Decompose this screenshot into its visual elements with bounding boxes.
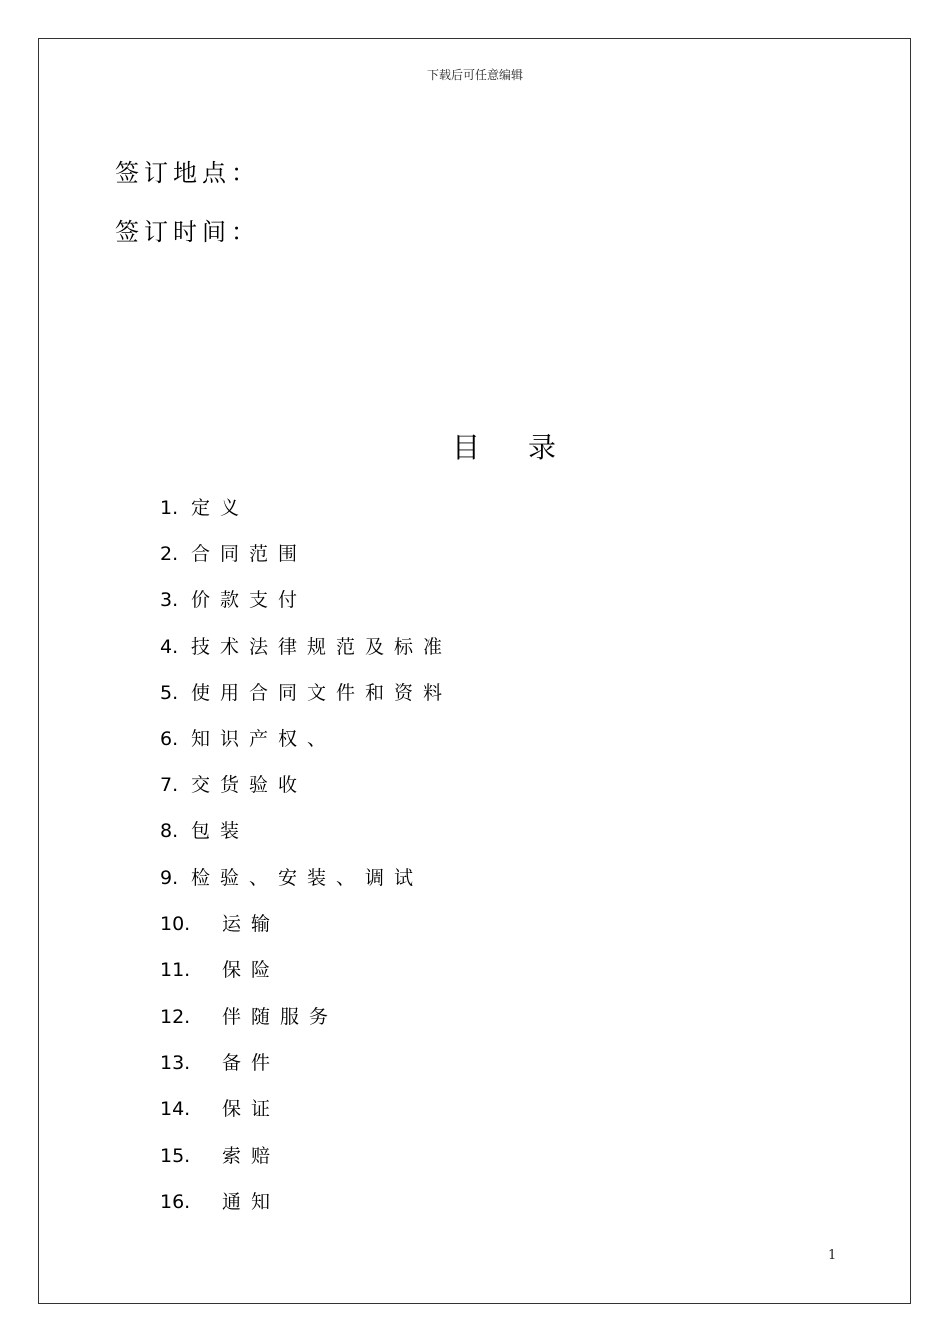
toc-item [160,1095,281,1123]
toc-item-number: 3. [160,589,179,611]
toc-item-label: 保险 [222,959,281,981]
toc-item-label: 价款支付 [191,589,308,611]
toc-item-label: 伴随服务 [222,1006,339,1028]
toc-item [160,956,281,984]
toc-item-label: 交货验收 [191,774,308,796]
toc-item-number: 16. [160,1191,191,1213]
toc-item-number: 7. [160,774,179,796]
signing-time-label: 签订时间： [115,218,260,246]
toc-item [160,679,453,707]
toc-item-label: 运输 [222,913,281,935]
toc-item-number: 9. [160,867,179,889]
toc-item-label: 定义 [191,497,250,519]
toc-item [160,725,337,753]
toc-item [160,910,281,938]
toc-item [160,1188,281,1216]
toc-item-number: 14. [160,1098,191,1120]
toc-item-label: 通知 [222,1191,281,1213]
toc-item-number: 15. [160,1145,191,1167]
toc-item [160,864,424,892]
toc-item-number: 4. [160,636,179,658]
toc-item-number: 12. [160,1006,191,1028]
toc-item-number: 2. [160,543,179,565]
toc-item [160,1049,281,1077]
toc-item [160,771,308,799]
page-number: 1 [828,1248,837,1263]
toc-title [452,426,556,466]
toc-title-char: 目 [452,431,481,464]
toc-item-label: 合同范围 [191,543,308,565]
header-note: 下载后可任意编辑 [426,68,523,82]
toc-item-number: 11. [160,959,191,981]
toc-item [160,540,308,568]
toc-item-number: 13. [160,1052,191,1074]
toc-item-label: 包装 [191,820,250,842]
toc-item-label: 技术法律规范及标准 [191,636,453,658]
toc-item-number: 10. [160,913,191,935]
toc-item-label: 索赔 [222,1145,281,1167]
toc-item-number: 5. [160,682,179,704]
toc-item [160,586,308,614]
toc-item [160,494,250,522]
toc-item-number: 8. [160,820,179,842]
toc-item-label: 知识产权、 [191,728,337,750]
toc-item [160,817,250,845]
toc-item-number: 6. [160,728,179,750]
toc-item [160,1003,339,1031]
toc-item-label: 保证 [222,1098,281,1120]
toc-item-number: 1. [160,497,179,519]
toc-item-label: 检验、安装、调试 [191,867,424,889]
signing-place-label: 签订地点： [115,159,260,187]
toc-item-label: 备件 [222,1052,281,1074]
toc-item [160,1142,281,1170]
toc-item-label: 使用合同文件和资料 [191,682,453,704]
toc-title-char: 录 [528,431,557,464]
toc-item [160,633,453,661]
